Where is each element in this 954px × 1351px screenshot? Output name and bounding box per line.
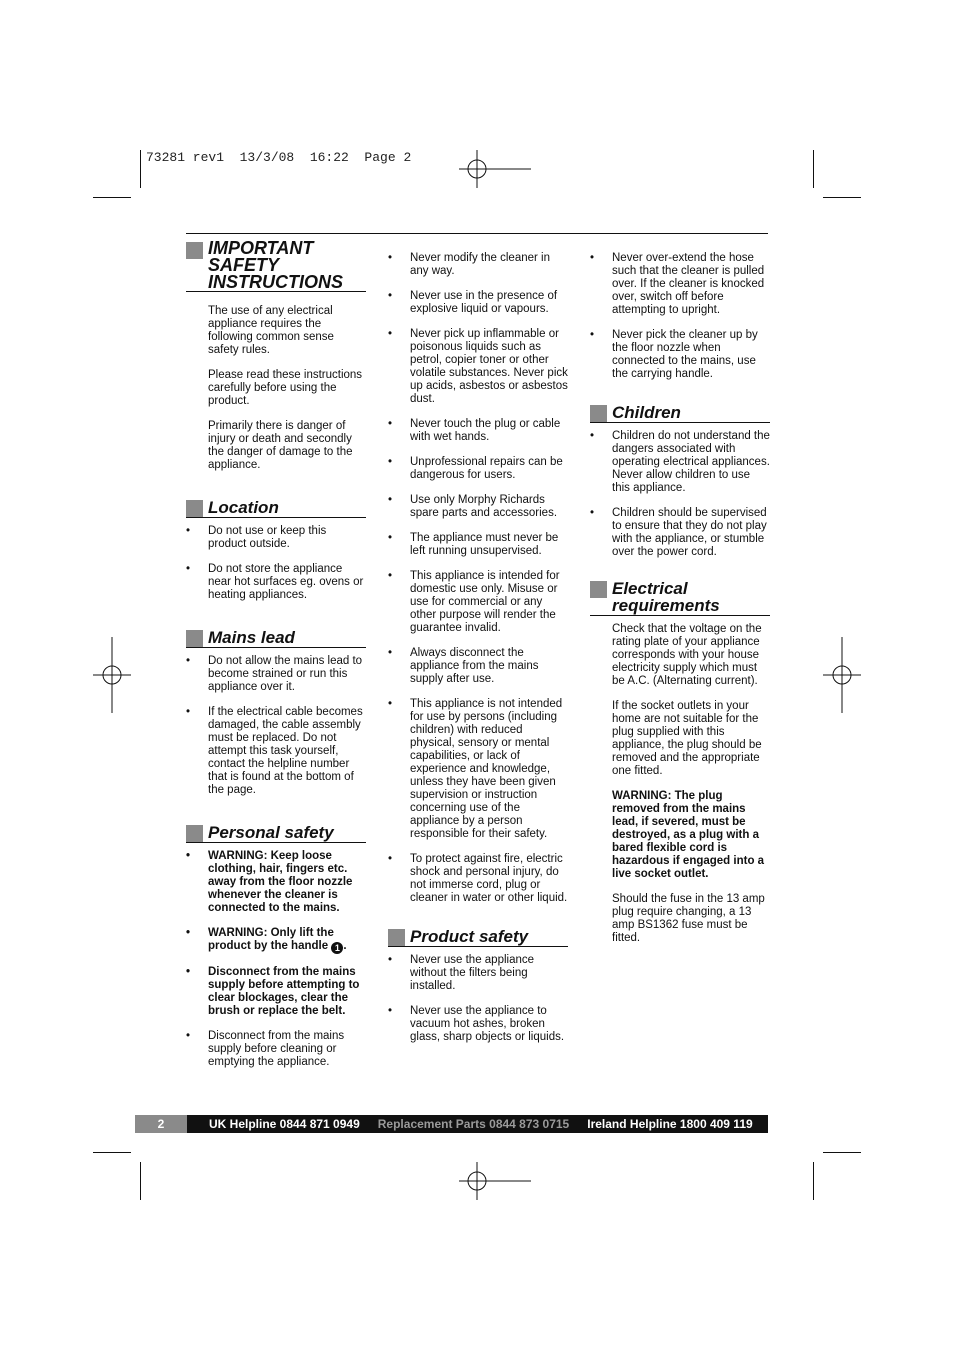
registration-mark-icon	[459, 150, 531, 188]
crop-mark	[813, 1162, 814, 1200]
intro-paragraph: Primarily there is danger of injury or death and secondly the danger of damage to the appliance.	[208, 420, 353, 471]
crop-mark	[140, 1162, 141, 1200]
heading-square-icon	[186, 630, 203, 647]
electrical-paragraph: Check that the voltage on the rating plate of your appliance corresponds with your house electricity supply which must be A.C. (Alternating current).	[612, 623, 762, 687]
list-item: • Disconnect from the mains supply before cleaning or emptying the appliance.	[186, 1030, 366, 1069]
heading-mains-lead: Mains lead	[186, 630, 366, 648]
column-3	[590, 252, 770, 957]
list-item: • Never over-extend the hose such that the cleaner is pulled over. If the cleaner is knocked over, switch off before attempting to upright.	[590, 252, 770, 317]
heading-electrical-requirements	[590, 581, 770, 616]
list-item: • Never use in the presence of explosive liquid or vapours.	[388, 290, 568, 316]
registration-mark-icon	[459, 1162, 531, 1200]
ireland-helpline: Ireland Helpline 1800 409 119	[587, 1117, 753, 1131]
registration-mark-icon	[93, 637, 131, 713]
crop-mark	[140, 150, 141, 188]
replacement-parts-line: Replacement Parts 0844 873 0715	[377, 1117, 570, 1131]
intro-paragraph: Please read these instructions carefully before using the product.	[208, 369, 363, 407]
children-list	[590, 430, 770, 559]
list-item: • Never touch the plug or cable with wet hands.	[388, 418, 568, 444]
heading-square-icon	[186, 500, 203, 517]
location-list	[186, 525, 366, 602]
list-item: • Never use the appliance without the filters being installed.	[388, 954, 568, 993]
list-item: • Never use the appliance to vacuum hot ashes, broken glass, sharp objects or liquids.	[388, 1005, 568, 1044]
list-item: • This appliance is not intended for use by persons (including children) with reduced physical, sensory or mental capabilities, or lack of experience and knowledge, unless they have been given supervision or instruction concerning use of the appliance by a person responsible for their safety.	[388, 698, 568, 841]
column-1	[186, 240, 366, 1081]
heading-location: Location	[186, 500, 366, 518]
list-item: • Disconnect from the mains supply before attempting to clear blockages, clear the brush or replace the belt.	[186, 966, 366, 1018]
mains-lead-list	[186, 655, 366, 797]
heading-personal-safety: Personal safety	[186, 825, 366, 843]
heading-important-safety	[186, 240, 366, 292]
list-item: • Never pick the cleaner up by the floor nozzle when connected to the mains, use the carrying handle.	[590, 329, 770, 381]
personal-safety-list	[186, 850, 366, 1069]
electrical-warning: WARNING: The plug removed from the mains lead, if severed, must be destroyed, as a plug with a bared flexible cord is hazardous if engaged into a live socket outlet.	[612, 790, 765, 880]
list-item: • The appliance must never be left running unsupervised.	[388, 532, 568, 558]
list-item: • Unprofessional repairs can be dangerous for users.	[388, 456, 568, 482]
crop-mark	[93, 1152, 131, 1153]
list-item: • Do not store the appliance near hot surfaces eg. ovens or heating appliances.	[186, 563, 366, 602]
heading-square-icon	[590, 581, 607, 598]
product-safety-list	[388, 954, 568, 1044]
helpline-footer	[135, 1115, 768, 1133]
list-item: • WARNING: Only lift the product by the handle 1 .	[186, 927, 366, 954]
heading-square-icon	[590, 405, 607, 422]
list-item: • Do not allow the mains lead to become strained or run this appliance over it.	[186, 655, 366, 694]
heading-line: SAFETY	[208, 255, 280, 275]
list-item: • Never pick up inflammable or poisonous liquids such as petrol, copier toner or other volatile substances. Never pick up acids, asbestos or asbestos dust.	[388, 328, 568, 406]
registration-mark-icon	[823, 637, 861, 713]
helpline-bar	[187, 1115, 768, 1133]
crop-mark	[823, 197, 861, 198]
heading-children: Children	[590, 405, 770, 423]
crop-mark	[823, 1152, 861, 1153]
column-2	[388, 252, 568, 1056]
top-rule	[186, 233, 768, 234]
hose-list	[590, 252, 770, 381]
list-item: • Do not use or keep this product outside.	[186, 525, 366, 551]
heading-square-icon	[186, 242, 203, 259]
crop-mark	[813, 150, 814, 188]
list-item: • Use only Morphy Richards spare parts and accessories.	[388, 494, 568, 520]
heading-line: IMPORTANT	[208, 238, 314, 258]
list-item: • If the electrical cable becomes damaged, the cable assembly must be replaced. Do not attempt this task yourself, contact the helpline number that is found at the bottom of the page.	[186, 706, 366, 797]
heading-square-icon	[186, 825, 203, 842]
general-safety-list	[388, 252, 568, 905]
uk-helpline: UK Helpline 0844 871 0949	[209, 1117, 360, 1131]
list-item: • This appliance is intended for domestic use only. Misuse or use for commercial or any other purpose will render the guarantee invalid.	[388, 570, 568, 635]
heading-line: INSTRUCTIONS	[208, 272, 343, 292]
list-item: • Always disconnect the appliance from the mains supply after use.	[388, 647, 568, 686]
list-item: • Children should be supervised to ensure that they do not play with the appliance, or stumble over the power cord.	[590, 507, 770, 559]
list-item: • To protect against fire, electric shock and personal injury, do not immerse cord, plug or cleaner in water or other liquid.	[388, 853, 568, 905]
intro-paragraph: The use of any electrical appliance requires the following common sense safety rules.	[208, 305, 334, 356]
list-item: • Never modify the cleaner in any way.	[388, 252, 568, 278]
heading-square-icon	[388, 929, 405, 946]
crop-mark	[93, 197, 131, 198]
heading-product-safety: Product safety	[388, 929, 568, 947]
electrical-paragraph: If the socket outlets in your home are not suitable for the plug supplied with this appliance, the plug should be removed and the appropriate one fitted.	[612, 700, 762, 777]
print-slug: 73281 rev1 13/3/08 16:22 Page 2	[146, 150, 412, 165]
heading-line: requirements	[612, 596, 720, 615]
list-item: • WARNING: Keep loose clothing, hair, fingers etc. away from the floor nozzle whenever the cleaner is connected to the mains.	[186, 850, 366, 915]
page-number: 2	[135, 1115, 187, 1133]
heading-line: Electrical	[612, 579, 688, 598]
electrical-paragraph: Should the fuse in the 13 amp plug require changing, a 13 amp BS1362 fuse must be fitted.	[612, 893, 765, 944]
handle-marker-icon: 1	[331, 942, 343, 954]
list-item: • Children do not understand the dangers associated with operating electrical appliances. Never allow children to use this appliance.	[590, 430, 770, 495]
